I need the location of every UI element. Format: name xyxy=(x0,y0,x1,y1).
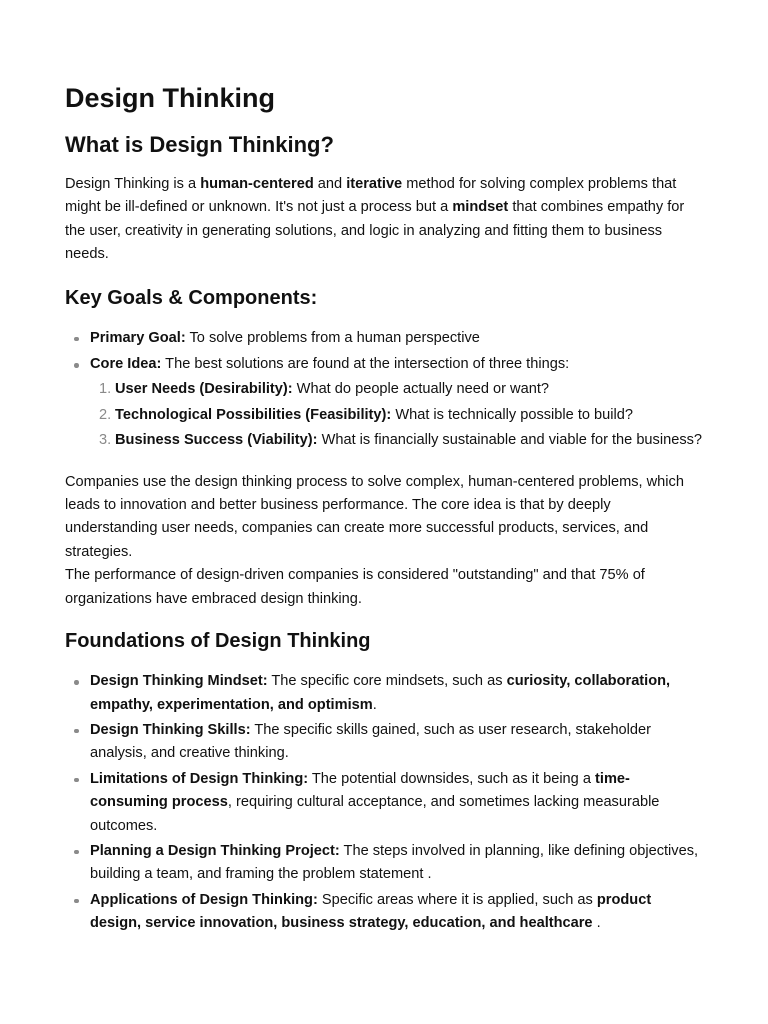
item-bold: time-consuming process xyxy=(90,770,630,811)
item-bold: curiosity, collaboration, empathy, experimentation, and optimism xyxy=(90,673,671,713)
item-text: The steps involved in planning, like defining objectives, building a team, and framing the problem statement . xyxy=(90,842,699,883)
item-text: . xyxy=(372,696,377,713)
what-heading: What is Design Thinking? xyxy=(65,132,334,157)
item-text: What do people actually need or want? xyxy=(292,381,549,398)
intro-text: Design Thinking is a xyxy=(65,176,201,192)
item-label: Design Thinking Mindset: xyxy=(90,673,268,690)
item-text: To solve problems from a human perspective xyxy=(185,329,480,346)
list-item xyxy=(65,889,704,936)
intro-text: method for solving complex problems that might be ill-defined or unknown. It's not just a process but a xyxy=(65,176,677,216)
item-bold: product design, service innovation, business strategy, education, and healthcare xyxy=(90,891,652,932)
item-number: 2. xyxy=(99,406,112,423)
item-text: Specific areas where it is applied, such as xyxy=(317,891,597,908)
page-title: Design Thinking xyxy=(65,83,276,113)
intro-paragraph xyxy=(65,173,704,267)
item-label: User Needs (Desirability): xyxy=(115,381,293,398)
foundations-heading: Foundations of Design Thinking xyxy=(65,630,371,653)
item-text: , requiring cultural acceptance, and sometimes lacking measurable outcomes. xyxy=(90,794,660,834)
item-number: 1. xyxy=(99,381,112,398)
sublist-item xyxy=(90,429,704,452)
companies-text: Companies use the design thinking process to solve complex, human-centered problems, which leads to innovation and better business performance. The core idea is that by deeply understanding user needs, companies can create more successful products, services, and strategies. xyxy=(65,473,684,560)
list-item xyxy=(65,670,704,717)
sublist-item xyxy=(90,378,704,401)
intro-bold: human-centered xyxy=(200,176,314,192)
item-text: The specific skills gained, such as user research, stakeholder analysis, and creative thinking. xyxy=(90,721,652,762)
intro-bold: mindset xyxy=(452,199,509,216)
list-item xyxy=(65,768,704,838)
item-text: The specific core mindsets, such as xyxy=(267,673,507,690)
companies-paragraph xyxy=(65,471,704,611)
item-label: Core Idea: xyxy=(90,356,162,373)
list-item xyxy=(65,719,704,766)
sublist-item xyxy=(90,404,704,427)
companies-text: The performance of design-driven companies is considered "outstanding" and that 75% of organizations have embraced design thinking. xyxy=(65,567,645,607)
item-label: Planning a Design Thinking Project: xyxy=(90,842,340,859)
item-number: 3. xyxy=(99,432,112,449)
item-text: The best solutions are found at the intersection of three things: xyxy=(161,356,570,373)
item-label: Primary Goal: xyxy=(90,329,186,346)
intro-text: and xyxy=(313,176,347,192)
list-item xyxy=(65,327,704,350)
item-label: Design Thinking Skills: xyxy=(90,721,251,738)
core-idea-sublist xyxy=(90,378,704,452)
goals-heading: Key Goals & Components: xyxy=(65,286,318,309)
item-text: What is technically possible to build? xyxy=(391,406,633,423)
list-item xyxy=(65,353,704,453)
item-label: Limitations of Design Thinking: xyxy=(90,770,309,787)
intro-text: that combines empathy for the user, creativity in generating solutions, and logic in analyzing and fitting them to business needs. xyxy=(65,199,685,263)
item-label: Technological Possibilities (Feasibility): xyxy=(115,406,392,423)
item-label: Business Success (Viability): xyxy=(115,432,318,449)
item-text: What is financially sustainable and viable for the business? xyxy=(317,432,703,449)
intro-bold: iterative xyxy=(346,176,403,192)
goals-list xyxy=(65,327,704,453)
foundations-list xyxy=(65,670,704,935)
item-text: . xyxy=(592,915,601,932)
item-label: Applications of Design Thinking: xyxy=(90,891,318,908)
item-text: The potential downsides, such as it being a xyxy=(308,770,596,787)
list-item xyxy=(65,840,704,887)
